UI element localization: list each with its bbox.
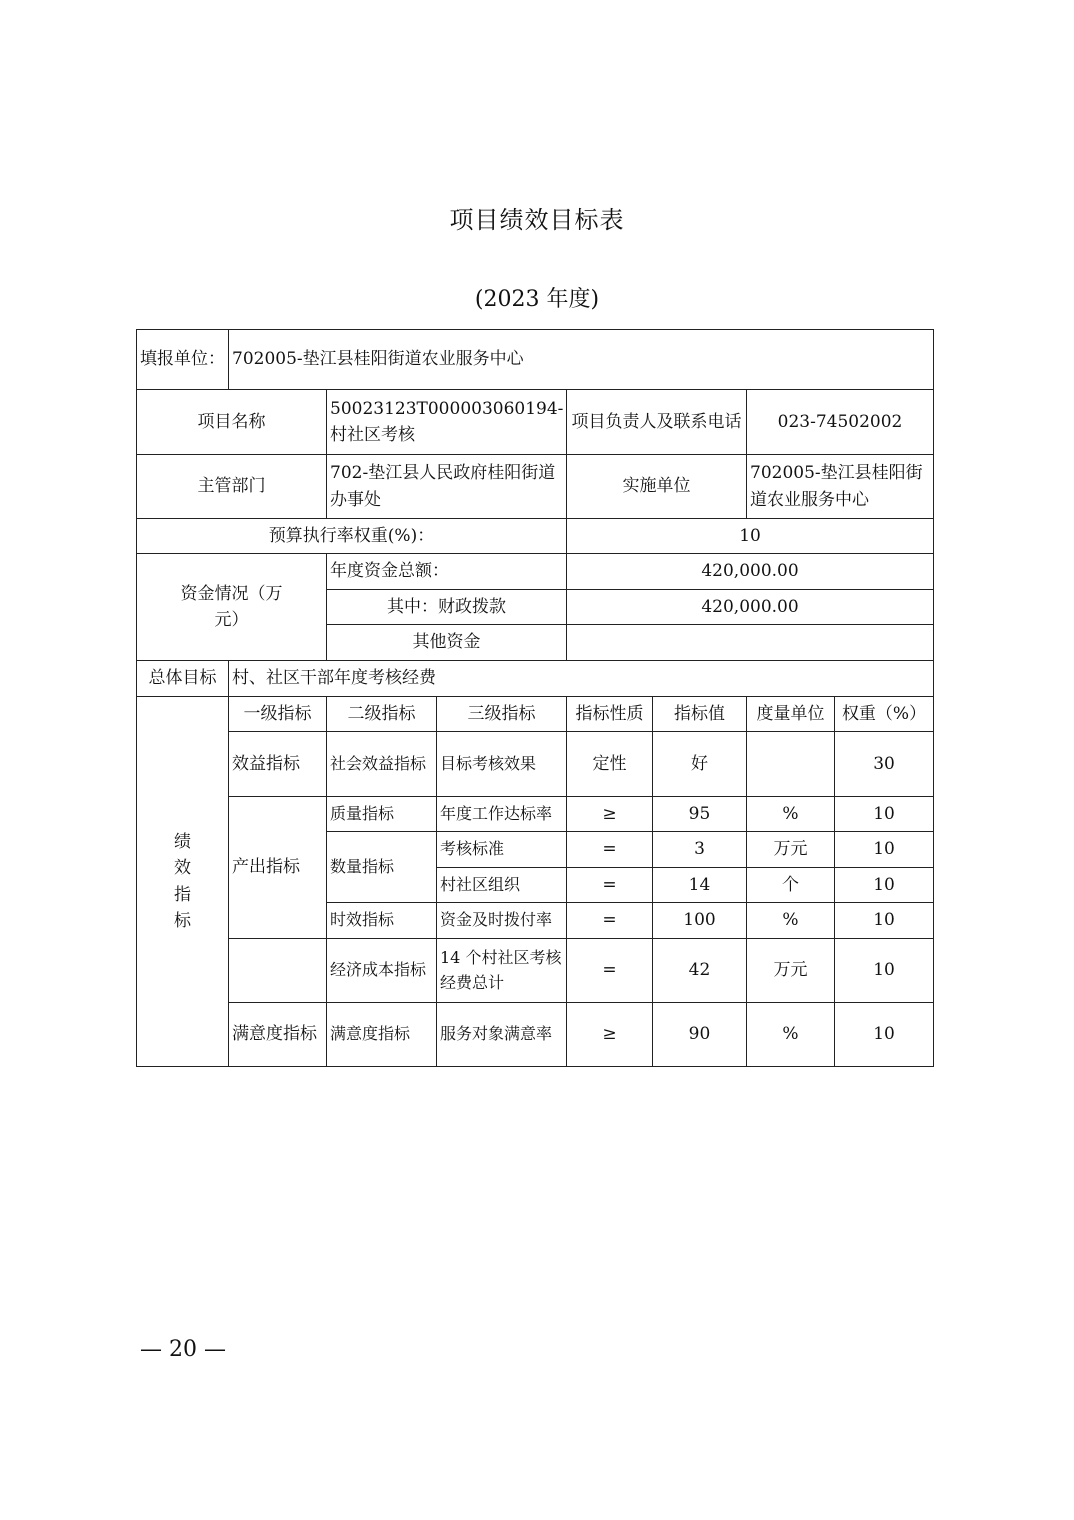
cost-weight: 10 bbox=[835, 939, 934, 1003]
benefit-l1: 效益指标 bbox=[229, 732, 327, 797]
perf-label: 绩效指标 bbox=[137, 697, 229, 1067]
department-row bbox=[137, 455, 934, 519]
output-l1: 产出指标 bbox=[229, 797, 327, 939]
report-unit-row bbox=[137, 330, 934, 390]
header-level3: 三级指标 bbox=[437, 697, 567, 732]
cost-l1 bbox=[229, 939, 327, 1003]
quantity1-value: 3 bbox=[653, 832, 747, 868]
project-name-value: 50023123T000003060194-村社区考核 bbox=[327, 390, 567, 455]
quantity-l2: 数量指标 bbox=[327, 832, 437, 903]
fund-other-value bbox=[567, 625, 934, 661]
page-subtitle-year: (2023 年度) bbox=[474, 287, 600, 312]
quantity2-nature: = bbox=[567, 868, 653, 903]
contact-value: 023-74502002 bbox=[747, 390, 934, 455]
project-name-row bbox=[137, 390, 934, 455]
page-number: — 20 — bbox=[140, 1337, 226, 1362]
cost-value: 42 bbox=[653, 939, 747, 1003]
dept-label: 主管部门 bbox=[137, 455, 327, 519]
quantity2-unit: 个 bbox=[747, 868, 835, 903]
budget-rate-value: 10 bbox=[567, 519, 934, 554]
fund-fiscal-value: 420,000.00 bbox=[567, 590, 934, 625]
timely-weight: 10 bbox=[835, 903, 934, 939]
quantity2-l3: 村社区组织 bbox=[437, 868, 567, 903]
benefit-weight: 30 bbox=[835, 732, 934, 797]
satisfaction-weight: 10 bbox=[835, 1003, 934, 1067]
benefit-l2: 社会效益指标 bbox=[327, 732, 437, 797]
report-unit-label: 填报单位： bbox=[137, 330, 229, 390]
table-row bbox=[137, 1003, 934, 1067]
header-nature: 指标性质 bbox=[567, 697, 653, 732]
fund-other-label: 其他资金 bbox=[327, 625, 567, 661]
quantity1-l3: 考核标准 bbox=[437, 832, 567, 868]
header-unit: 度量单位 bbox=[747, 697, 835, 732]
header-level2: 二级指标 bbox=[327, 697, 437, 732]
benefit-unit bbox=[747, 732, 835, 797]
satisfaction-l1: 满意度指标 bbox=[229, 1003, 327, 1067]
timely-l2: 时效指标 bbox=[327, 903, 437, 939]
quantity2-value: 14 bbox=[653, 868, 747, 903]
fund-fiscal-label: 其中：财政拨款 bbox=[327, 590, 567, 625]
cost-l3: 14 个村社区考核经费总计 bbox=[437, 939, 567, 1003]
quantity1-unit: 万元 bbox=[747, 832, 835, 868]
benefit-nature: 定性 bbox=[567, 732, 653, 797]
impl-label: 实施单位 bbox=[567, 455, 747, 519]
table-row bbox=[137, 939, 934, 1003]
quantity2-weight: 10 bbox=[835, 868, 934, 903]
impl-value: 702005-垫江县桂阳街道农业服务中心 bbox=[747, 455, 934, 519]
quality-value: 95 bbox=[653, 797, 747, 832]
contact-label: 项目负责人及联系电话 bbox=[567, 390, 747, 455]
satisfaction-nature: ≥ bbox=[567, 1003, 653, 1067]
table-row bbox=[137, 732, 934, 797]
budget-rate-row bbox=[137, 519, 934, 554]
performance-goal-table bbox=[136, 329, 934, 1067]
timely-nature: = bbox=[567, 903, 653, 939]
goal-value: 村、社区干部年度考核经费 bbox=[229, 661, 934, 697]
header-level1: 一级指标 bbox=[229, 697, 327, 732]
cost-nature: = bbox=[567, 939, 653, 1003]
satisfaction-unit: % bbox=[747, 1003, 835, 1067]
satisfaction-l2: 满意度指标 bbox=[327, 1003, 437, 1067]
quantity1-nature: = bbox=[567, 832, 653, 868]
fund-label: 资金情况（万元） bbox=[137, 554, 327, 661]
header-weight: 权重（%） bbox=[835, 697, 934, 732]
cost-l2: 经济成本指标 bbox=[327, 939, 437, 1003]
table-row bbox=[137, 797, 934, 832]
header-value: 指标值 bbox=[653, 697, 747, 732]
quality-nature: ≥ bbox=[567, 797, 653, 832]
project-name-label: 项目名称 bbox=[137, 390, 327, 455]
budget-rate-label: 预算执行率权重(%)： bbox=[137, 519, 567, 554]
quality-l3: 年度工作达标率 bbox=[437, 797, 567, 832]
satisfaction-l3: 服务对象满意率 bbox=[437, 1003, 567, 1067]
timely-unit: % bbox=[747, 903, 835, 939]
page-title: 项目绩效目标表 bbox=[449, 206, 625, 234]
dept-value: 702-垫江县人民政府桂阳街道办事处 bbox=[327, 455, 567, 519]
goal-label: 总体目标 bbox=[137, 661, 229, 697]
quality-l2: 质量指标 bbox=[327, 797, 437, 832]
timely-value: 100 bbox=[653, 903, 747, 939]
cost-unit: 万元 bbox=[747, 939, 835, 1003]
benefit-l3: 目标考核效果 bbox=[437, 732, 567, 797]
fund-total-row bbox=[137, 554, 934, 590]
fund-total-label: 年度资金总额： bbox=[327, 554, 567, 590]
quality-weight: 10 bbox=[835, 797, 934, 832]
report-unit-value: 702005-垫江县桂阳街道农业服务中心 bbox=[229, 330, 934, 390]
benefit-value: 好 bbox=[653, 732, 747, 797]
overall-goal-row bbox=[137, 661, 934, 697]
timely-l3: 资金及时拨付率 bbox=[437, 903, 567, 939]
quantity1-weight: 10 bbox=[835, 832, 934, 868]
fund-total-value: 420,000.00 bbox=[567, 554, 934, 590]
indicator-header-row bbox=[137, 697, 934, 732]
satisfaction-value: 90 bbox=[653, 1003, 747, 1067]
quality-unit: % bbox=[747, 797, 835, 832]
